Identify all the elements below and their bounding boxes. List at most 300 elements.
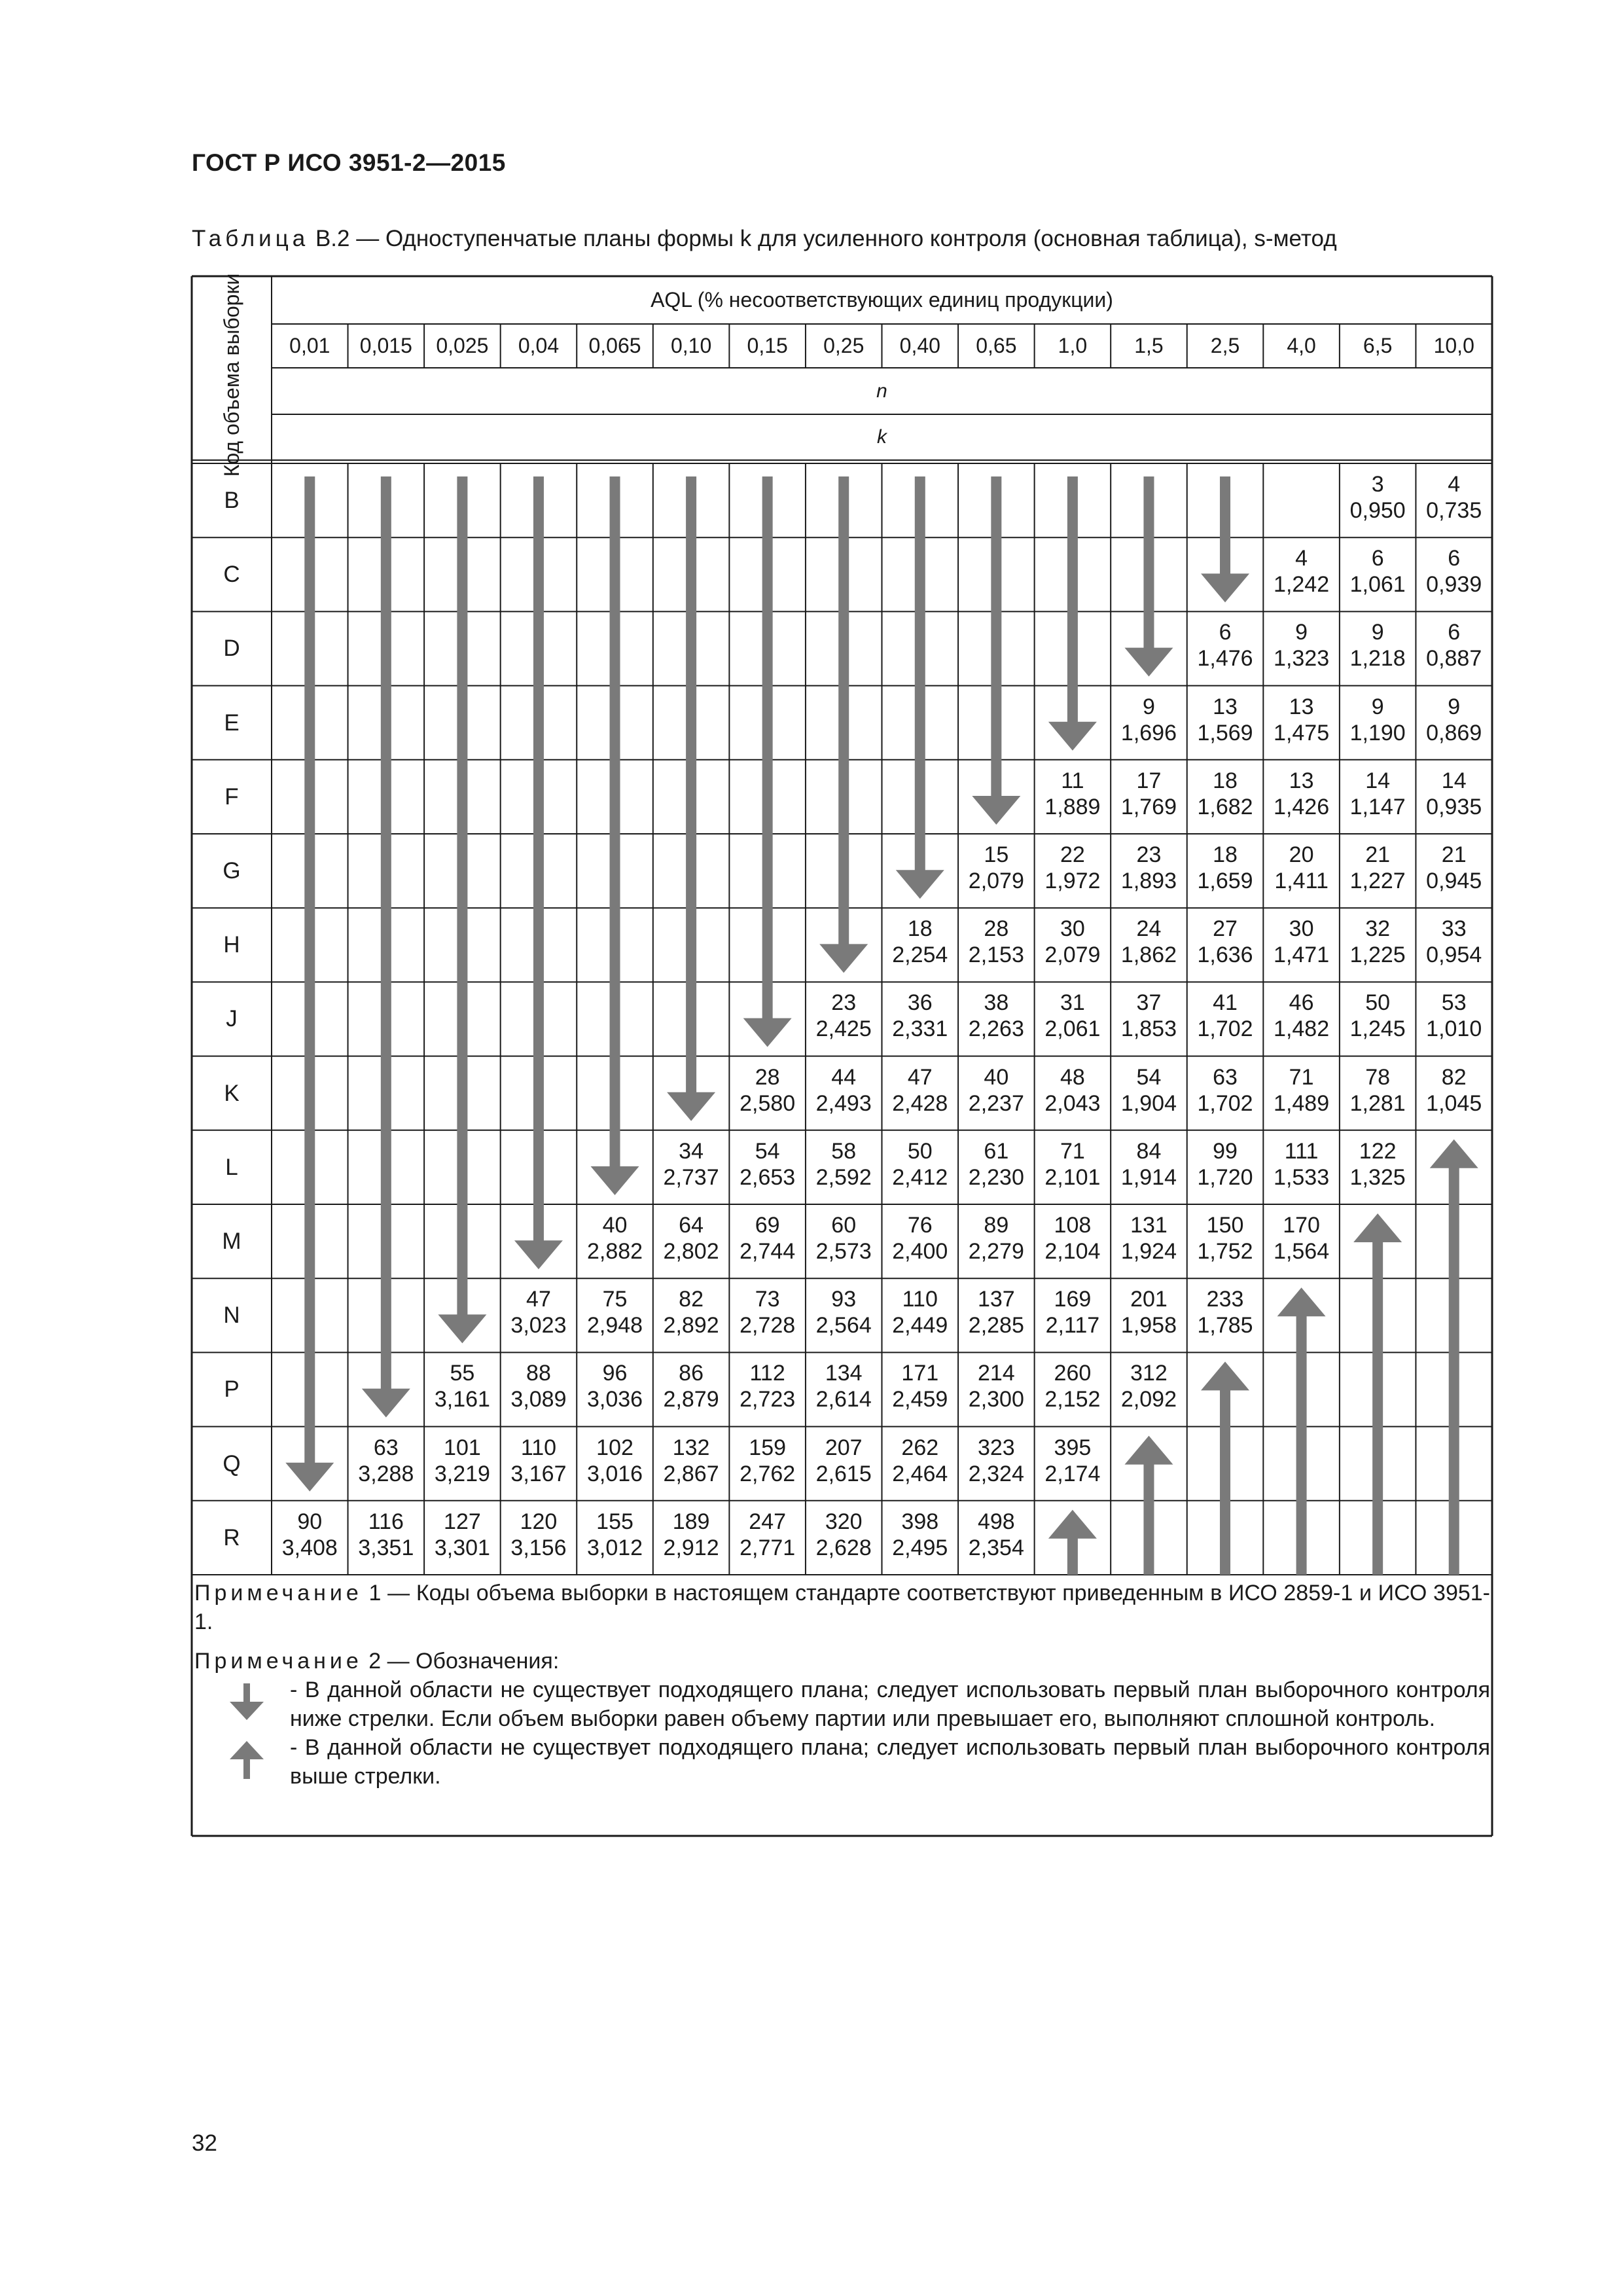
plan-k: 2,230 bbox=[968, 1164, 1024, 1190]
plan-k: 0,939 bbox=[1426, 572, 1482, 598]
plan-cell bbox=[1187, 916, 1264, 968]
plan-k: 1,225 bbox=[1349, 942, 1406, 968]
plan-cell bbox=[1187, 619, 1264, 672]
plan-k: 1,853 bbox=[1120, 1016, 1177, 1042]
plan-cell bbox=[729, 1138, 806, 1191]
plan-n: 78 bbox=[1365, 1064, 1391, 1090]
plan-k: 3,167 bbox=[510, 1461, 567, 1486]
down-arrow-icon bbox=[667, 476, 715, 1121]
plan-k: 3,016 bbox=[586, 1461, 643, 1486]
plan-n: 31 bbox=[1060, 990, 1085, 1016]
plan-n: 3 bbox=[1371, 472, 1384, 497]
plan-cell bbox=[806, 1509, 882, 1561]
plan-n: 312 bbox=[1130, 1361, 1168, 1386]
plan-n: 33 bbox=[1441, 916, 1467, 942]
plan-k: 2,324 bbox=[968, 1461, 1024, 1486]
up-arrow-icon bbox=[1277, 1287, 1326, 1575]
plan-cell bbox=[348, 1435, 425, 1487]
plan-cell bbox=[577, 1435, 653, 1487]
plan-cell bbox=[729, 1064, 806, 1117]
plan-k: 2,882 bbox=[586, 1239, 643, 1264]
plan-n: 34 bbox=[679, 1138, 704, 1164]
plan-k: 1,010 bbox=[1426, 1016, 1482, 1042]
plan-n: 21 bbox=[1365, 842, 1391, 867]
down-arrow-icon bbox=[285, 476, 334, 1492]
plan-k: 1,914 bbox=[1120, 1164, 1177, 1190]
plan-n: 71 bbox=[1060, 1138, 1085, 1164]
plan-k: 2,428 bbox=[892, 1090, 948, 1116]
plan-k: 1,242 bbox=[1274, 572, 1330, 598]
plan-n: 21 bbox=[1441, 842, 1467, 867]
plan-n: 4 bbox=[1448, 472, 1461, 497]
plan-cell bbox=[882, 1064, 959, 1117]
plan-cell bbox=[1263, 1064, 1340, 1117]
plan-cell bbox=[882, 916, 959, 968]
plan-n: 22 bbox=[1060, 842, 1085, 867]
plan-cell bbox=[1263, 1138, 1340, 1191]
plan-n: 169 bbox=[1054, 1287, 1092, 1312]
sample-code-F: F bbox=[224, 783, 239, 810]
plan-n: 88 bbox=[526, 1361, 551, 1386]
plan-cell bbox=[882, 990, 959, 1042]
plan-n: 137 bbox=[977, 1287, 1015, 1312]
plan-cell bbox=[1416, 1064, 1492, 1117]
row-header-cell bbox=[191, 273, 272, 477]
plan-cell bbox=[577, 1212, 653, 1265]
plan-k: 1,958 bbox=[1120, 1313, 1177, 1338]
plan-cell bbox=[1035, 1435, 1111, 1487]
plan-k: 2,104 bbox=[1044, 1239, 1101, 1264]
plan-k: 2,867 bbox=[663, 1461, 719, 1486]
plan-k: 2,449 bbox=[892, 1313, 948, 1338]
plan-cell bbox=[882, 1138, 959, 1191]
plan-k: 2,762 bbox=[740, 1461, 796, 1486]
plan-k: 1,569 bbox=[1197, 720, 1253, 745]
plan-k: 2,879 bbox=[663, 1387, 719, 1412]
plan-n: 207 bbox=[825, 1435, 863, 1460]
plan-cell bbox=[1111, 842, 1187, 894]
plan-k: 3,161 bbox=[434, 1387, 490, 1412]
down-arrow-icon bbox=[591, 476, 639, 1195]
plan-n: 40 bbox=[602, 1213, 628, 1238]
plan-cell bbox=[1111, 1212, 1187, 1265]
plan-n: 150 bbox=[1206, 1213, 1244, 1238]
plan-n: 84 bbox=[1136, 1138, 1162, 1164]
plan-n: 28 bbox=[984, 916, 1009, 942]
plan-n: 131 bbox=[1130, 1213, 1168, 1238]
plan-cell bbox=[424, 1435, 501, 1487]
up-arrow-icon bbox=[1353, 1213, 1402, 1575]
plan-k: 2,912 bbox=[663, 1535, 719, 1560]
plan-cell bbox=[958, 990, 1035, 1042]
sample-code-Q: Q bbox=[223, 1450, 241, 1477]
n-label: n bbox=[876, 380, 887, 402]
plan-cell bbox=[1340, 1064, 1416, 1117]
aql-level: 0,40 bbox=[899, 334, 940, 357]
plan-k: 0,950 bbox=[1349, 498, 1406, 523]
plan-cell bbox=[1340, 545, 1416, 598]
plan-k: 3,156 bbox=[510, 1535, 567, 1560]
plan-k: 2,628 bbox=[815, 1535, 872, 1560]
aql-level: 6,5 bbox=[1363, 334, 1393, 357]
plan-k: 1,924 bbox=[1120, 1239, 1177, 1264]
plan-n: 47 bbox=[526, 1287, 551, 1312]
plan-k: 2,723 bbox=[740, 1387, 796, 1412]
sample-code-G: G bbox=[223, 858, 241, 884]
aql-level: 0,015 bbox=[359, 334, 412, 357]
plan-k: 3,408 bbox=[281, 1535, 338, 1560]
plan-k: 1,227 bbox=[1349, 869, 1406, 893]
plan-cell bbox=[1416, 768, 1492, 820]
plan-n: 398 bbox=[901, 1509, 939, 1534]
plan-k: 2,092 bbox=[1120, 1387, 1177, 1412]
plan-n: 13 bbox=[1289, 768, 1314, 793]
plan-n: 101 bbox=[444, 1435, 481, 1460]
plan-cell bbox=[577, 1286, 653, 1338]
plan-k: 1,325 bbox=[1349, 1164, 1406, 1190]
plan-cell bbox=[1263, 619, 1340, 672]
plan-k: 1,475 bbox=[1274, 720, 1330, 745]
plan-n: 89 bbox=[984, 1213, 1009, 1238]
plan-n: 13 bbox=[1289, 694, 1314, 719]
plan-n: 60 bbox=[831, 1213, 857, 1238]
plan-cell bbox=[501, 1435, 577, 1487]
plan-n: 82 bbox=[679, 1287, 704, 1312]
plan-n: 17 bbox=[1136, 768, 1162, 793]
plan-cell bbox=[1111, 990, 1187, 1042]
plan-n: 73 bbox=[755, 1287, 780, 1312]
plan-k: 1,426 bbox=[1274, 794, 1330, 819]
plan-n: 14 bbox=[1441, 768, 1467, 793]
plan-n: 50 bbox=[907, 1138, 933, 1164]
plan-cell bbox=[1263, 842, 1340, 894]
plan-k: 1,061 bbox=[1349, 572, 1406, 598]
up-arrow-icon bbox=[1048, 1510, 1097, 1575]
plan-n: 76 bbox=[907, 1213, 933, 1238]
sample-code-E: E bbox=[224, 709, 240, 736]
plan-n: 61 bbox=[984, 1138, 1009, 1164]
plan-n: 159 bbox=[749, 1435, 787, 1460]
plan-n: 58 bbox=[831, 1138, 857, 1164]
plan-n: 55 bbox=[450, 1361, 475, 1386]
plan-k: 1,190 bbox=[1349, 720, 1406, 745]
plan-k: 2,174 bbox=[1044, 1461, 1101, 1486]
plan-cell bbox=[1340, 619, 1416, 672]
plan-n: 40 bbox=[984, 1064, 1009, 1090]
plan-cell bbox=[958, 1286, 1035, 1338]
plan-k: 1,489 bbox=[1274, 1090, 1330, 1116]
plan-k: 2,744 bbox=[740, 1239, 796, 1264]
aql-level: 1,0 bbox=[1058, 334, 1088, 357]
plan-k: 1,147 bbox=[1349, 794, 1406, 819]
plan-cell bbox=[1340, 842, 1416, 894]
plan-cell bbox=[653, 1286, 730, 1338]
plan-k: 1,476 bbox=[1197, 646, 1253, 672]
plan-n: 30 bbox=[1289, 916, 1314, 942]
plan-k: 2,459 bbox=[892, 1387, 948, 1412]
plan-n: 32 bbox=[1365, 916, 1391, 942]
plan-k: 1,218 bbox=[1349, 646, 1406, 672]
plan-n: 9 bbox=[1371, 620, 1384, 645]
plan-cell bbox=[1035, 1286, 1111, 1338]
plan-n: 122 bbox=[1359, 1138, 1397, 1164]
plan-cell bbox=[1035, 1212, 1111, 1265]
plan-n: 71 bbox=[1289, 1064, 1314, 1090]
plan-k: 2,614 bbox=[815, 1387, 872, 1412]
plan-k: 3,036 bbox=[586, 1387, 643, 1412]
plan-k: 2,263 bbox=[968, 1016, 1024, 1042]
plan-cell bbox=[1340, 916, 1416, 968]
plan-k: 1,245 bbox=[1349, 1016, 1406, 1042]
plan-cell bbox=[806, 1286, 882, 1338]
plan-n: 323 bbox=[977, 1435, 1015, 1460]
plan-n: 9 bbox=[1143, 694, 1155, 719]
plan-k: 1,702 bbox=[1197, 1090, 1253, 1116]
plan-n: 11 bbox=[1061, 768, 1084, 793]
plan-k: 1,785 bbox=[1197, 1313, 1253, 1338]
plan-n: 9 bbox=[1371, 694, 1384, 719]
plan-n: 64 bbox=[679, 1213, 704, 1238]
sample-code-N: N bbox=[223, 1302, 240, 1329]
plan-cell bbox=[1035, 1138, 1111, 1191]
plan-cell bbox=[958, 1064, 1035, 1117]
plan-cell bbox=[501, 1286, 577, 1338]
plan-k: 2,152 bbox=[1044, 1387, 1101, 1412]
plan-cell bbox=[729, 1509, 806, 1561]
plan-cell bbox=[1340, 1138, 1416, 1191]
plan-n: 50 bbox=[1365, 990, 1391, 1016]
plan-n: 189 bbox=[672, 1509, 710, 1534]
plan-cell bbox=[653, 1360, 730, 1412]
down-arrow-icon bbox=[819, 476, 868, 973]
plan-k: 2,653 bbox=[740, 1164, 796, 1190]
plan-k: 2,802 bbox=[663, 1239, 719, 1264]
plan-k: 1,752 bbox=[1197, 1239, 1253, 1264]
plan-k: 1,682 bbox=[1197, 794, 1253, 819]
plan-n: 6 bbox=[1371, 546, 1384, 571]
plan-k: 3,288 bbox=[358, 1461, 414, 1486]
plan-k: 3,012 bbox=[586, 1535, 643, 1560]
plan-cell bbox=[729, 1360, 806, 1412]
plan-n: 127 bbox=[444, 1509, 481, 1534]
plan-k: 2,948 bbox=[586, 1313, 643, 1338]
plan-k: 3,301 bbox=[434, 1535, 490, 1560]
plan-k: 2,493 bbox=[815, 1090, 872, 1116]
plan-k: 2,400 bbox=[892, 1239, 948, 1264]
plan-cell bbox=[1416, 471, 1492, 524]
plan-cell bbox=[653, 1509, 730, 1561]
plan-n: 23 bbox=[1136, 842, 1162, 867]
plan-cell bbox=[424, 1509, 501, 1561]
sample-code-K: K bbox=[224, 1080, 240, 1106]
plan-n: 4 bbox=[1295, 546, 1308, 571]
plan-k: 2,254 bbox=[892, 942, 948, 968]
plan-n: 53 bbox=[1441, 990, 1467, 1016]
plan-n: 201 bbox=[1130, 1287, 1168, 1312]
plan-n: 171 bbox=[901, 1361, 939, 1386]
sample-code-L: L bbox=[225, 1154, 238, 1180]
aql-level: 0,65 bbox=[976, 334, 1017, 357]
arrow-down-icon bbox=[227, 1682, 266, 1721]
plan-cell bbox=[806, 1064, 882, 1117]
plan-cell bbox=[1416, 694, 1492, 746]
plan-k: 1,659 bbox=[1197, 869, 1253, 893]
arrow-up-icon bbox=[227, 1740, 266, 1779]
plan-k: 0,935 bbox=[1426, 794, 1482, 819]
plan-k: 3,089 bbox=[510, 1387, 567, 1412]
plan-k: 2,412 bbox=[892, 1164, 948, 1190]
plan-cell bbox=[1035, 916, 1111, 968]
plan-k: 1,636 bbox=[1197, 942, 1253, 968]
aql-title: AQL (% несоответствующих единиц продукции) bbox=[651, 288, 1113, 312]
plan-cell bbox=[882, 1435, 959, 1487]
plan-k: 2,592 bbox=[815, 1164, 872, 1190]
plan-k: 2,153 bbox=[968, 942, 1024, 968]
plan-cell bbox=[729, 1435, 806, 1487]
plan-k: 2,300 bbox=[968, 1387, 1024, 1412]
plan-k: 2,728 bbox=[740, 1313, 796, 1338]
plan-k: 2,061 bbox=[1044, 1016, 1101, 1042]
plan-cell bbox=[577, 1360, 653, 1412]
plan-cell bbox=[1416, 545, 1492, 598]
plan-k: 1,471 bbox=[1274, 942, 1330, 968]
plan-cell bbox=[1263, 990, 1340, 1042]
plan-n: 9 bbox=[1448, 694, 1461, 719]
plan-cell bbox=[1111, 1138, 1187, 1191]
plan-n: 110 bbox=[902, 1287, 938, 1312]
down-arrow-icon bbox=[1201, 476, 1249, 602]
plan-cell bbox=[882, 1212, 959, 1265]
sample-code-M: M bbox=[222, 1229, 241, 1254]
plan-k: 2,101 bbox=[1044, 1164, 1101, 1190]
sample-code-P: P bbox=[224, 1376, 240, 1403]
plan-k: 2,495 bbox=[892, 1535, 948, 1560]
plan-cell bbox=[1111, 694, 1187, 746]
plan-cell bbox=[806, 990, 882, 1042]
sample-code-C: C bbox=[223, 562, 240, 588]
plan-k: 1,769 bbox=[1120, 794, 1177, 819]
plan-n: 102 bbox=[596, 1435, 633, 1460]
plan-cell bbox=[958, 842, 1035, 894]
plan-k: 2,079 bbox=[968, 869, 1024, 893]
aql-level: 4,0 bbox=[1287, 334, 1316, 357]
plan-cell bbox=[653, 1435, 730, 1487]
plan-n: 111 bbox=[1284, 1138, 1319, 1164]
plan-n: 82 bbox=[1441, 1064, 1467, 1090]
plan-cell bbox=[882, 1360, 959, 1412]
down-arrow-icon bbox=[438, 476, 486, 1343]
plan-n: 262 bbox=[901, 1435, 939, 1460]
plan-n: 15 bbox=[984, 842, 1009, 867]
k-label: k bbox=[877, 426, 887, 448]
aql-level: 2,5 bbox=[1210, 334, 1240, 357]
plan-cell bbox=[1187, 1212, 1264, 1265]
plan-n: 18 bbox=[1213, 768, 1238, 793]
legend-down: - В данной области не существует подходящего плана; следует использовать первый план выборочного контроля ниже стрелки. Если объем выборки равен объему партии или превышает его, выполняют сплошной контроль. bbox=[194, 1676, 1490, 1733]
plan-k: 1,482 bbox=[1274, 1016, 1330, 1042]
plan-n: 108 bbox=[1054, 1213, 1092, 1238]
plan-cell bbox=[882, 1286, 959, 1338]
plan-cell bbox=[958, 1509, 1035, 1561]
plan-n: 48 bbox=[1060, 1064, 1085, 1090]
plan-k: 1,904 bbox=[1120, 1090, 1177, 1116]
plan-k: 2,117 bbox=[1045, 1313, 1100, 1338]
plan-cell bbox=[1263, 1212, 1340, 1265]
plan-cell bbox=[653, 1212, 730, 1265]
plan-cell bbox=[1111, 916, 1187, 968]
plan-cell bbox=[1187, 768, 1264, 820]
plan-k: 1,411 bbox=[1274, 869, 1329, 893]
plan-cell bbox=[1187, 990, 1264, 1042]
plan-k: 2,564 bbox=[815, 1313, 872, 1338]
plan-n: 320 bbox=[825, 1509, 863, 1534]
plan-cell bbox=[729, 1212, 806, 1265]
plan-n: 37 bbox=[1136, 990, 1162, 1016]
plan-k: 2,615 bbox=[815, 1461, 872, 1486]
aql-level: 0,10 bbox=[670, 334, 712, 357]
plan-cell bbox=[1263, 916, 1340, 968]
plan-n: 86 bbox=[679, 1361, 704, 1386]
plan-n: 214 bbox=[977, 1361, 1015, 1386]
plan-k: 2,464 bbox=[892, 1461, 948, 1486]
plan-n: 116 bbox=[368, 1509, 404, 1534]
plan-cell bbox=[958, 1138, 1035, 1191]
plan-n: 47 bbox=[907, 1064, 933, 1090]
plan-cell bbox=[1187, 694, 1264, 746]
plan-k: 2,892 bbox=[663, 1313, 719, 1338]
aql-level: 0,025 bbox=[436, 334, 489, 357]
plan-n: 41 bbox=[1213, 990, 1238, 1016]
plan-k: 2,573 bbox=[815, 1239, 872, 1264]
plan-k: 1,889 bbox=[1044, 794, 1101, 819]
plan-k: 2,079 bbox=[1044, 942, 1101, 968]
plan-cell bbox=[1340, 990, 1416, 1042]
plan-n: 6 bbox=[1448, 620, 1461, 645]
plan-cell bbox=[958, 1212, 1035, 1265]
plan-k: 2,354 bbox=[968, 1535, 1024, 1560]
plan-n: 44 bbox=[831, 1064, 857, 1090]
plan-cell bbox=[1416, 990, 1492, 1042]
plan-k: 2,580 bbox=[740, 1090, 796, 1116]
plan-cell bbox=[1416, 842, 1492, 894]
up-arrow-icon bbox=[1201, 1361, 1249, 1575]
plan-n: 14 bbox=[1365, 768, 1391, 793]
aql-level: 0,01 bbox=[289, 334, 330, 357]
plan-cell bbox=[1035, 1360, 1111, 1412]
plan-n: 134 bbox=[825, 1361, 863, 1386]
plan-n: 6 bbox=[1219, 620, 1232, 645]
down-arrow-icon bbox=[743, 476, 792, 1047]
plan-k: 3,023 bbox=[510, 1313, 567, 1338]
row-header-label: Код объема выборки bbox=[219, 273, 243, 477]
plan-n: 28 bbox=[755, 1064, 780, 1090]
plan-cell bbox=[729, 1286, 806, 1338]
plan-n: 69 bbox=[755, 1213, 780, 1238]
aql-level: 1,5 bbox=[1134, 334, 1164, 357]
plan-cell bbox=[272, 1509, 348, 1561]
plan-cell bbox=[1340, 471, 1416, 524]
plan-k: 0,945 bbox=[1426, 869, 1482, 893]
plan-cell bbox=[958, 1360, 1035, 1412]
plan-cell bbox=[1111, 768, 1187, 820]
plan-cell bbox=[806, 1138, 882, 1191]
down-arrow-icon bbox=[1124, 476, 1173, 677]
plan-n: 498 bbox=[977, 1509, 1015, 1534]
plan-n: 27 bbox=[1213, 916, 1238, 942]
plan-cell bbox=[1187, 1064, 1264, 1117]
plan-n: 99 bbox=[1213, 1138, 1238, 1164]
plan-n: 30 bbox=[1060, 916, 1085, 942]
